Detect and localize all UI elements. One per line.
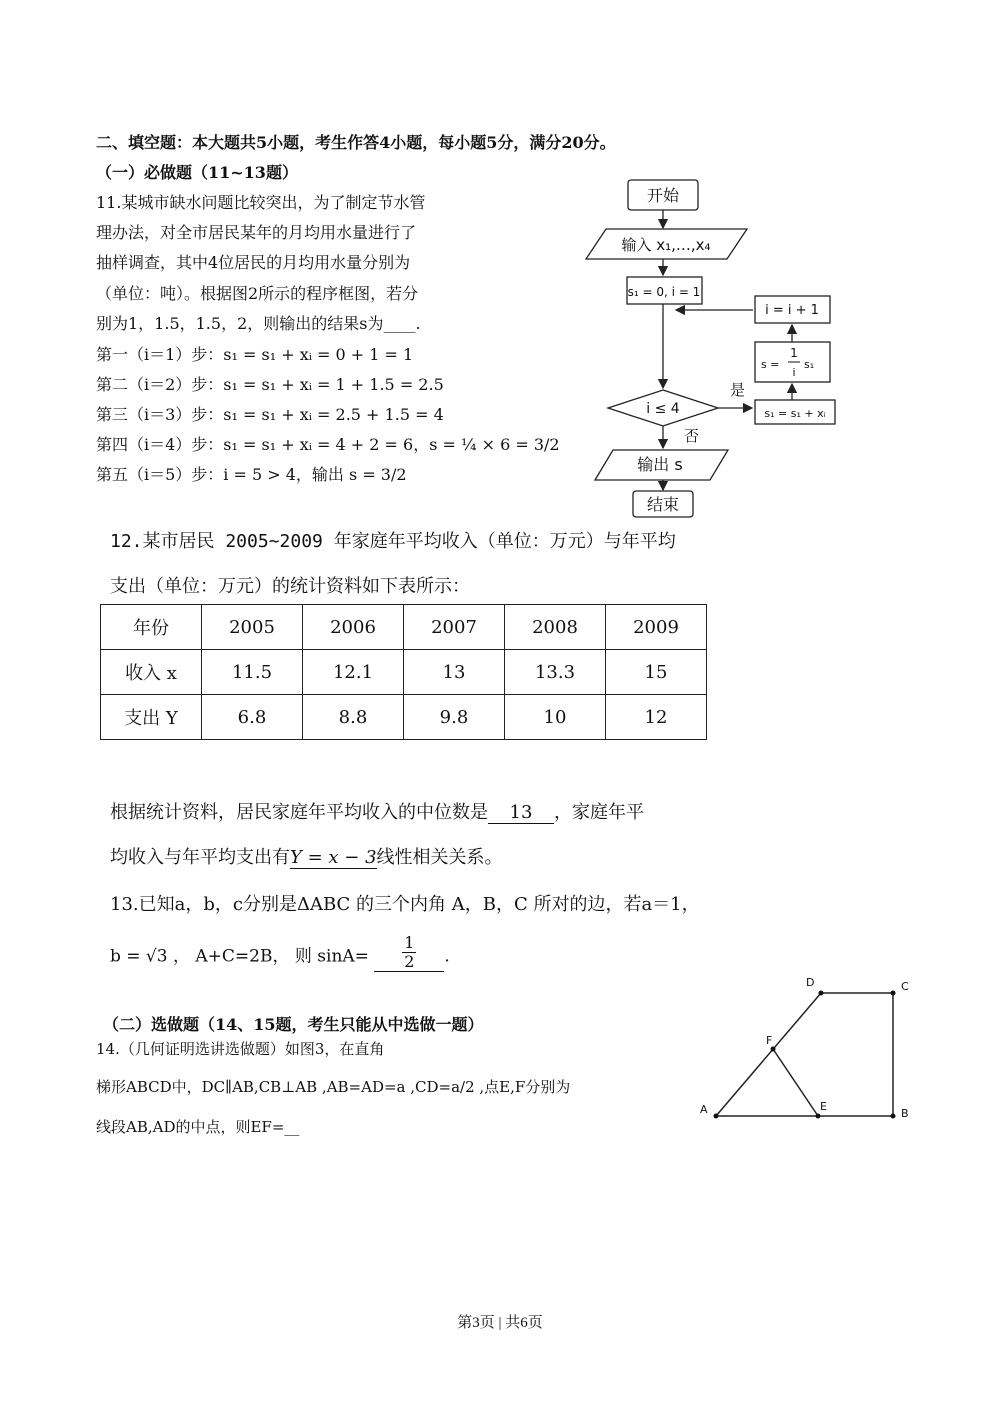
q13-answer-den: 2 [404, 952, 415, 971]
label-E: E [820, 1100, 827, 1113]
q13-line2-post: . [444, 946, 450, 967]
table-cell: 11.5 [202, 650, 303, 695]
q13-line2-pre: b = √3 ， A+C=2B， 则 sinA= [110, 946, 369, 967]
q11-line: 理办法，对全市居民某年的月均用水量进行了 [96, 223, 417, 242]
q12-answer2-pre: 均收入与年平均支出有 [110, 847, 290, 868]
flow-inc-label: i = i + 1 [765, 303, 819, 318]
flow-end-label: 结束 [646, 495, 680, 514]
flow-avg-left: s = [761, 358, 780, 371]
table-cell: 12.1 [303, 650, 404, 695]
q14-line3: 线段AB,AD的中点，则EF=__ [96, 1118, 300, 1136]
table-cell: 年份 [101, 605, 202, 650]
flow-avg-num: 1 [790, 346, 798, 360]
point-F [771, 1047, 776, 1052]
label-B: B [901, 1107, 909, 1120]
q12-answer2-post: 线性相关关系。 [376, 847, 503, 868]
part2-heading: （二）选做题（14、15题，考生只能从中选做一题） [103, 1015, 484, 1034]
flow-output-label: 输出 s [637, 455, 683, 474]
table-cell: 支出 Y [101, 695, 202, 740]
q11-line: 别为1，1.5，1.5，2，则输出的结果s为____. [96, 314, 421, 333]
flow-input-label: 输入 x₁,…,x₄ [621, 236, 711, 254]
q11-line: （单位：吨）。根据图2所示的程序框图，若分 [96, 284, 419, 303]
page-footer: 第3页 | 共6页 [457, 1315, 543, 1331]
table-cell: 2007 [404, 605, 505, 650]
label-A: A [700, 1103, 708, 1116]
q12-answer-pre: 根据统计资料，居民家庭年平均收入的中位数是 [110, 802, 488, 823]
flow-start-label: 开始 [646, 186, 680, 205]
q12-answer-post: ，家庭年平 [554, 802, 644, 823]
q11-line: 11.某城市缺水问题比较突出，为了制定节水管 [96, 193, 426, 212]
flow-no-label: 否 [684, 427, 700, 445]
table-cell: 2006 [303, 605, 404, 650]
q11-step: 第四（i＝4）步：s₁ = s₁ + xᵢ = 4 + 2 = 6，s = ¼ × 6 = 3/2 [96, 435, 560, 454]
label-F: F [766, 1034, 773, 1047]
segment-EF [773, 1049, 818, 1116]
flow-init-label: s₁ = 0, i = 1 [627, 285, 701, 299]
q14-line2: 梯形ABCD中，DC∥AB,CB⊥AB ,AB=AD=a ,CD=a/2 ,点E,F分别为 [96, 1078, 571, 1096]
label-C: C [901, 980, 909, 993]
point-D [819, 991, 824, 996]
table-cell: 15 [606, 650, 707, 695]
q12-median: 13 [488, 802, 554, 824]
table-cell: 6.8 [202, 695, 303, 740]
table-cell: 13.3 [505, 650, 606, 695]
section-heading: 二、填空题：本大题共5小题，考生作答4小题，每小题5分，满分20分。 [96, 133, 616, 152]
table-cell: 8.8 [303, 695, 404, 740]
q13-answer-num: 1 [404, 933, 415, 952]
flow-yes-label: 是 [730, 381, 746, 399]
point-E [816, 1114, 821, 1119]
table-cell: 2005 [202, 605, 303, 650]
table-cell: 收入 x [101, 650, 202, 695]
flow-avg-den: i [792, 366, 796, 379]
point-A [714, 1114, 719, 1119]
q11-step: 第五（i＝5）步：i = 5 > 4，输出 s = 3/2 [96, 465, 407, 484]
point-B [891, 1114, 896, 1119]
q11-step: 第三（i＝3）步：s₁ = s₁ + xᵢ = 2.5 + 1.5 = 4 [96, 405, 444, 424]
table-cell: 10 [505, 695, 606, 740]
table-cell: 2009 [606, 605, 707, 650]
q12-formula: Y = x − 3 [290, 847, 377, 868]
flow-accum-label: s₁ = s₁ + xᵢ [764, 407, 826, 420]
point-C [891, 991, 896, 996]
q14-line1: 14.（几何证明选讲选做题）如图3，在直角 [96, 1040, 385, 1058]
q12-line2: 支出（单位：万元）的统计资料如下表所示： [110, 576, 470, 597]
table-cell: 12 [606, 695, 707, 740]
q11-step: 第一（i＝1）步：s₁ = s₁ + xᵢ = 0 + 1 = 1 [96, 345, 414, 364]
table-cell: 2008 [505, 605, 606, 650]
q13-line1: 13.已知a，b，c分别是ΔABC 的三个内角 A，B，C 所对的边，若a＝1， [110, 894, 700, 915]
q11-step: 第二（i＝2）步：s₁ = s₁ + xᵢ = 1 + 1.5 = 2.5 [96, 375, 444, 394]
label-D: D [806, 976, 815, 989]
q11-line: 抽样调查，其中4位居民的月均用水量分别为 [96, 253, 411, 272]
flow-cond-label: i ≤ 4 [646, 401, 680, 417]
q12-line1: 12.某市居民 2005~2009 年家庭年平均收入（单位：万元）与年平均 [110, 531, 676, 552]
table-cell: 9.8 [404, 695, 505, 740]
flow-avg-right: s₁ [804, 358, 815, 371]
part1-heading: （一）必做题（11~13题） [96, 163, 298, 182]
table-cell: 13 [404, 650, 505, 695]
